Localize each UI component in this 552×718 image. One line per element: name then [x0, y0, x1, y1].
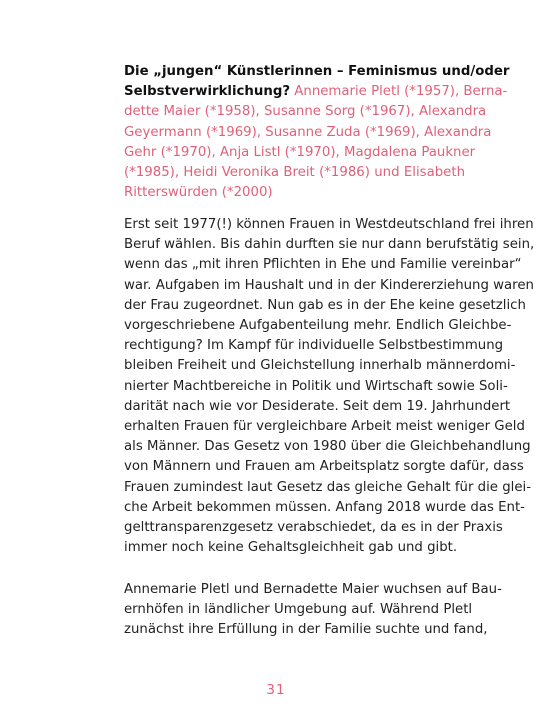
- heading-artists-line: (*1985), Heidi Veronika Breit (*1986) und Elisabeth: [124, 165, 465, 181]
- paragraph-line: bleiben Freiheit und Gleichstellung innerhalb männerdomi-: [124, 358, 516, 374]
- heading-artists-line: Ritterswürden (*2000): [124, 185, 273, 201]
- page-number: 31: [266, 682, 286, 698]
- paragraph-line: gelttransparenzgesetz verabschiedet, da es in der Praxis: [124, 520, 503, 536]
- paragraph-line: zunächst ihre Erfüllung in der Familie suchte und fand,: [124, 622, 488, 638]
- heading-artists-line: Geyermann (*1969), Susanne Zuda (*1969), Alexandra: [124, 124, 492, 140]
- paragraph-line: Frauen zumindest laut Gesetz das gleiche Gehalt für die glei-: [124, 479, 531, 495]
- body-paragraph-2: [124, 580, 502, 641]
- paragraph-line: war. Aufgaben im Haushalt und in der Kindererziehung waren: [124, 277, 534, 293]
- heading-artists-line: Gehr (*1970), Anja Listl (*1970), Magdalena Paukner: [124, 144, 476, 160]
- heading-line: [124, 62, 510, 82]
- paragraph-line: che Arbeit bekommen müssen. Anfang 2018 wurde das Ent-: [124, 499, 525, 515]
- heading-line: [124, 82, 508, 102]
- paragraph-line: ernhöfen in ländlicher Umgebung auf. Während Pletl: [124, 602, 473, 618]
- paragraph-line: der Frau zugeordnet. Nun gab es in der Ehe keine gesetzlich: [124, 297, 526, 313]
- heading-artists-line: dette Maier (*1958), Susanne Sorg (*1967), Alexandra: [124, 104, 487, 120]
- paragraph-line: als Männer. Das Gesetz von 1980 über die Gleichbehandlung: [124, 439, 531, 455]
- paragraph-line: nierter Machtbereiche in Politik und Wirtschaft sowie Soli-: [124, 378, 508, 394]
- paragraph-line: rechtigung? Im Kampf für individuelle Selbstbestimmung: [124, 338, 504, 354]
- paragraph-line: Beruf wählen. Bis dahin durften sie nur dann berufstätig sein,: [124, 237, 535, 253]
- body-paragraph-1: [124, 215, 535, 558]
- paragraph-line: von Männern und Frauen am Arbeitsplatz sorgte dafür, dass: [124, 459, 524, 475]
- paragraph-line: Erst seit 1977(!) können Frauen in Westdeutschland frei ihren: [124, 217, 534, 232]
- paragraph-line: Annemarie Pletl und Bernadette Maier wuchsen auf Bau-: [124, 582, 502, 597]
- paragraph-line: immer noch keine Gehaltsgleichheit gab und gibt.: [124, 540, 458, 556]
- heading-title: Selbstverwirklichung?: [124, 84, 291, 100]
- heading-artists: Annemarie Pletl (*1957), Berna-: [290, 84, 508, 100]
- paragraph-line: wenn das „mit ihren Pflichten in Ehe und Familie vereinbar“: [124, 257, 522, 273]
- paragraph-line: erhalten Frauen für vergleichbare Arbeit meist weniger Geld: [124, 419, 525, 435]
- paragraph-line: vorgeschriebene Aufgabenteilung mehr. Endlich Gleichbe-: [124, 318, 512, 334]
- paragraph-line: darität nach wie vor Desiderate. Seit dem 19. Jahrhundert: [124, 398, 511, 414]
- section-heading: [124, 62, 510, 203]
- heading-title: Die „jungen“ Künstlerinnen – Feminismus und/oder: [124, 64, 510, 79]
